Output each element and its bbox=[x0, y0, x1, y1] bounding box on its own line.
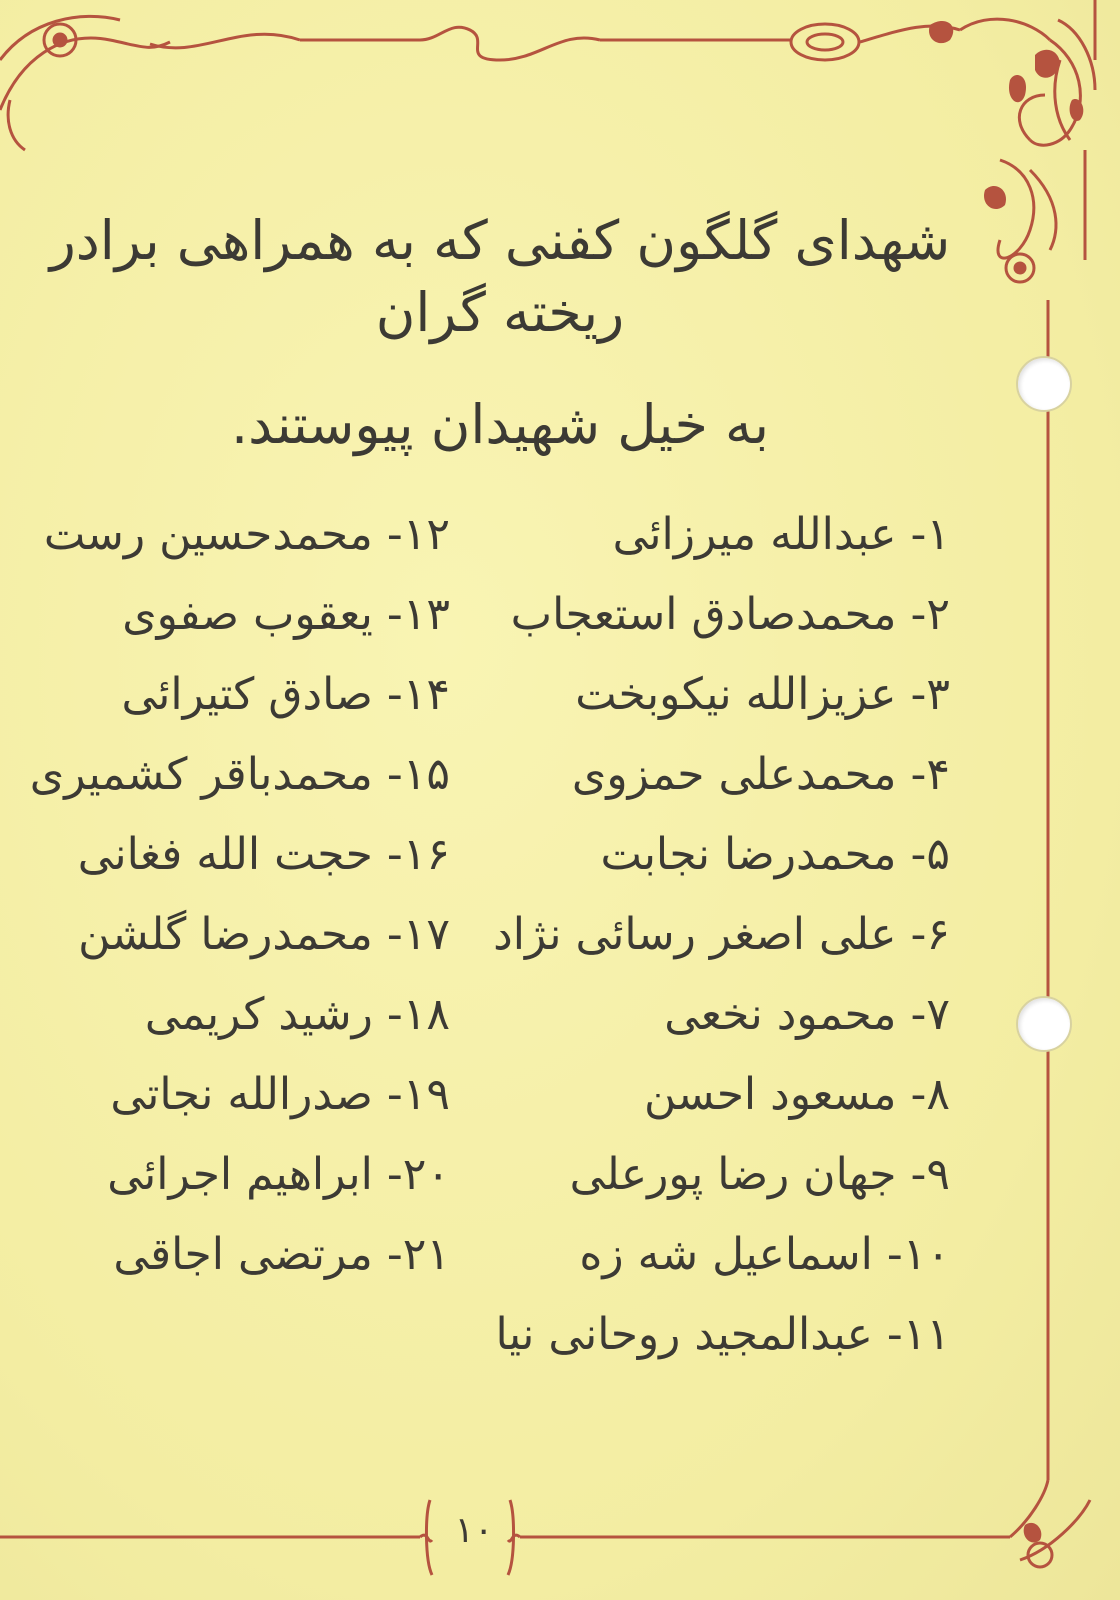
list-item: ۲۰- ابراهیم اجرائی bbox=[107, 1149, 450, 1200]
list-item: ۱۷- محمدرضا گلشن bbox=[78, 909, 450, 960]
list-item: ۶- علی اصغر رسائی نژاد bbox=[493, 909, 950, 960]
top-left-ornament bbox=[0, 38, 170, 110]
list-item: ۹- جهان رضا پورعلی bbox=[569, 1149, 950, 1200]
martyrs-list-right-column bbox=[490, 495, 950, 1375]
list-item: ۱- عبدالله میرزائی bbox=[612, 509, 950, 560]
list-item: ۱۴- صادق کتیرائی bbox=[121, 669, 450, 720]
list-item: ۲- محمدصادق استعجاب bbox=[510, 589, 950, 640]
page-number: ۱۰ bbox=[454, 1510, 494, 1551]
list-item: ۸- مسعود احسن bbox=[643, 1069, 950, 1120]
list-item: ۱۹- صدرالله نجاتی bbox=[110, 1069, 450, 1120]
binding-hole-top bbox=[1016, 356, 1072, 412]
list-item: ۲۱- مرتضی اجاقی bbox=[113, 1229, 450, 1280]
list-item: ۳- عزیزالله نیکوبخت bbox=[575, 669, 950, 720]
page-title bbox=[0, 205, 1000, 461]
list-item: ۷- محمود نخعی bbox=[664, 989, 950, 1040]
list-item: ۱۰- اسماعیل شه زه bbox=[579, 1229, 950, 1280]
list-item: ۱۱- عبدالمجید روحانی نیا bbox=[495, 1309, 950, 1360]
list-item: ۱۳- یعقوب صفوی bbox=[122, 589, 450, 640]
title-line-2: به خیل شهیدان پیوستند. bbox=[230, 393, 770, 456]
list-item: ۱۶- حجت الله فغانی bbox=[77, 829, 450, 880]
list-item: ۱۵- محمدباقر کشمیری bbox=[29, 749, 450, 800]
list-item: ۵- محمدرضا نجابت bbox=[600, 829, 950, 880]
title-line-1: شهدای گلگون کفنی که به همراهی برادر ریخته گران bbox=[49, 209, 951, 344]
right-corner-curl bbox=[998, 160, 1034, 258]
list-item: ۱۸- رشید کریمی bbox=[144, 989, 450, 1040]
binding-hole-bottom bbox=[1016, 996, 1072, 1052]
list-item: ۴- محمدعلی حمزوی bbox=[571, 749, 950, 800]
martyrs-list-left-column bbox=[10, 495, 450, 1295]
list-item: ۱۲- محمدحسین رست bbox=[43, 509, 450, 560]
